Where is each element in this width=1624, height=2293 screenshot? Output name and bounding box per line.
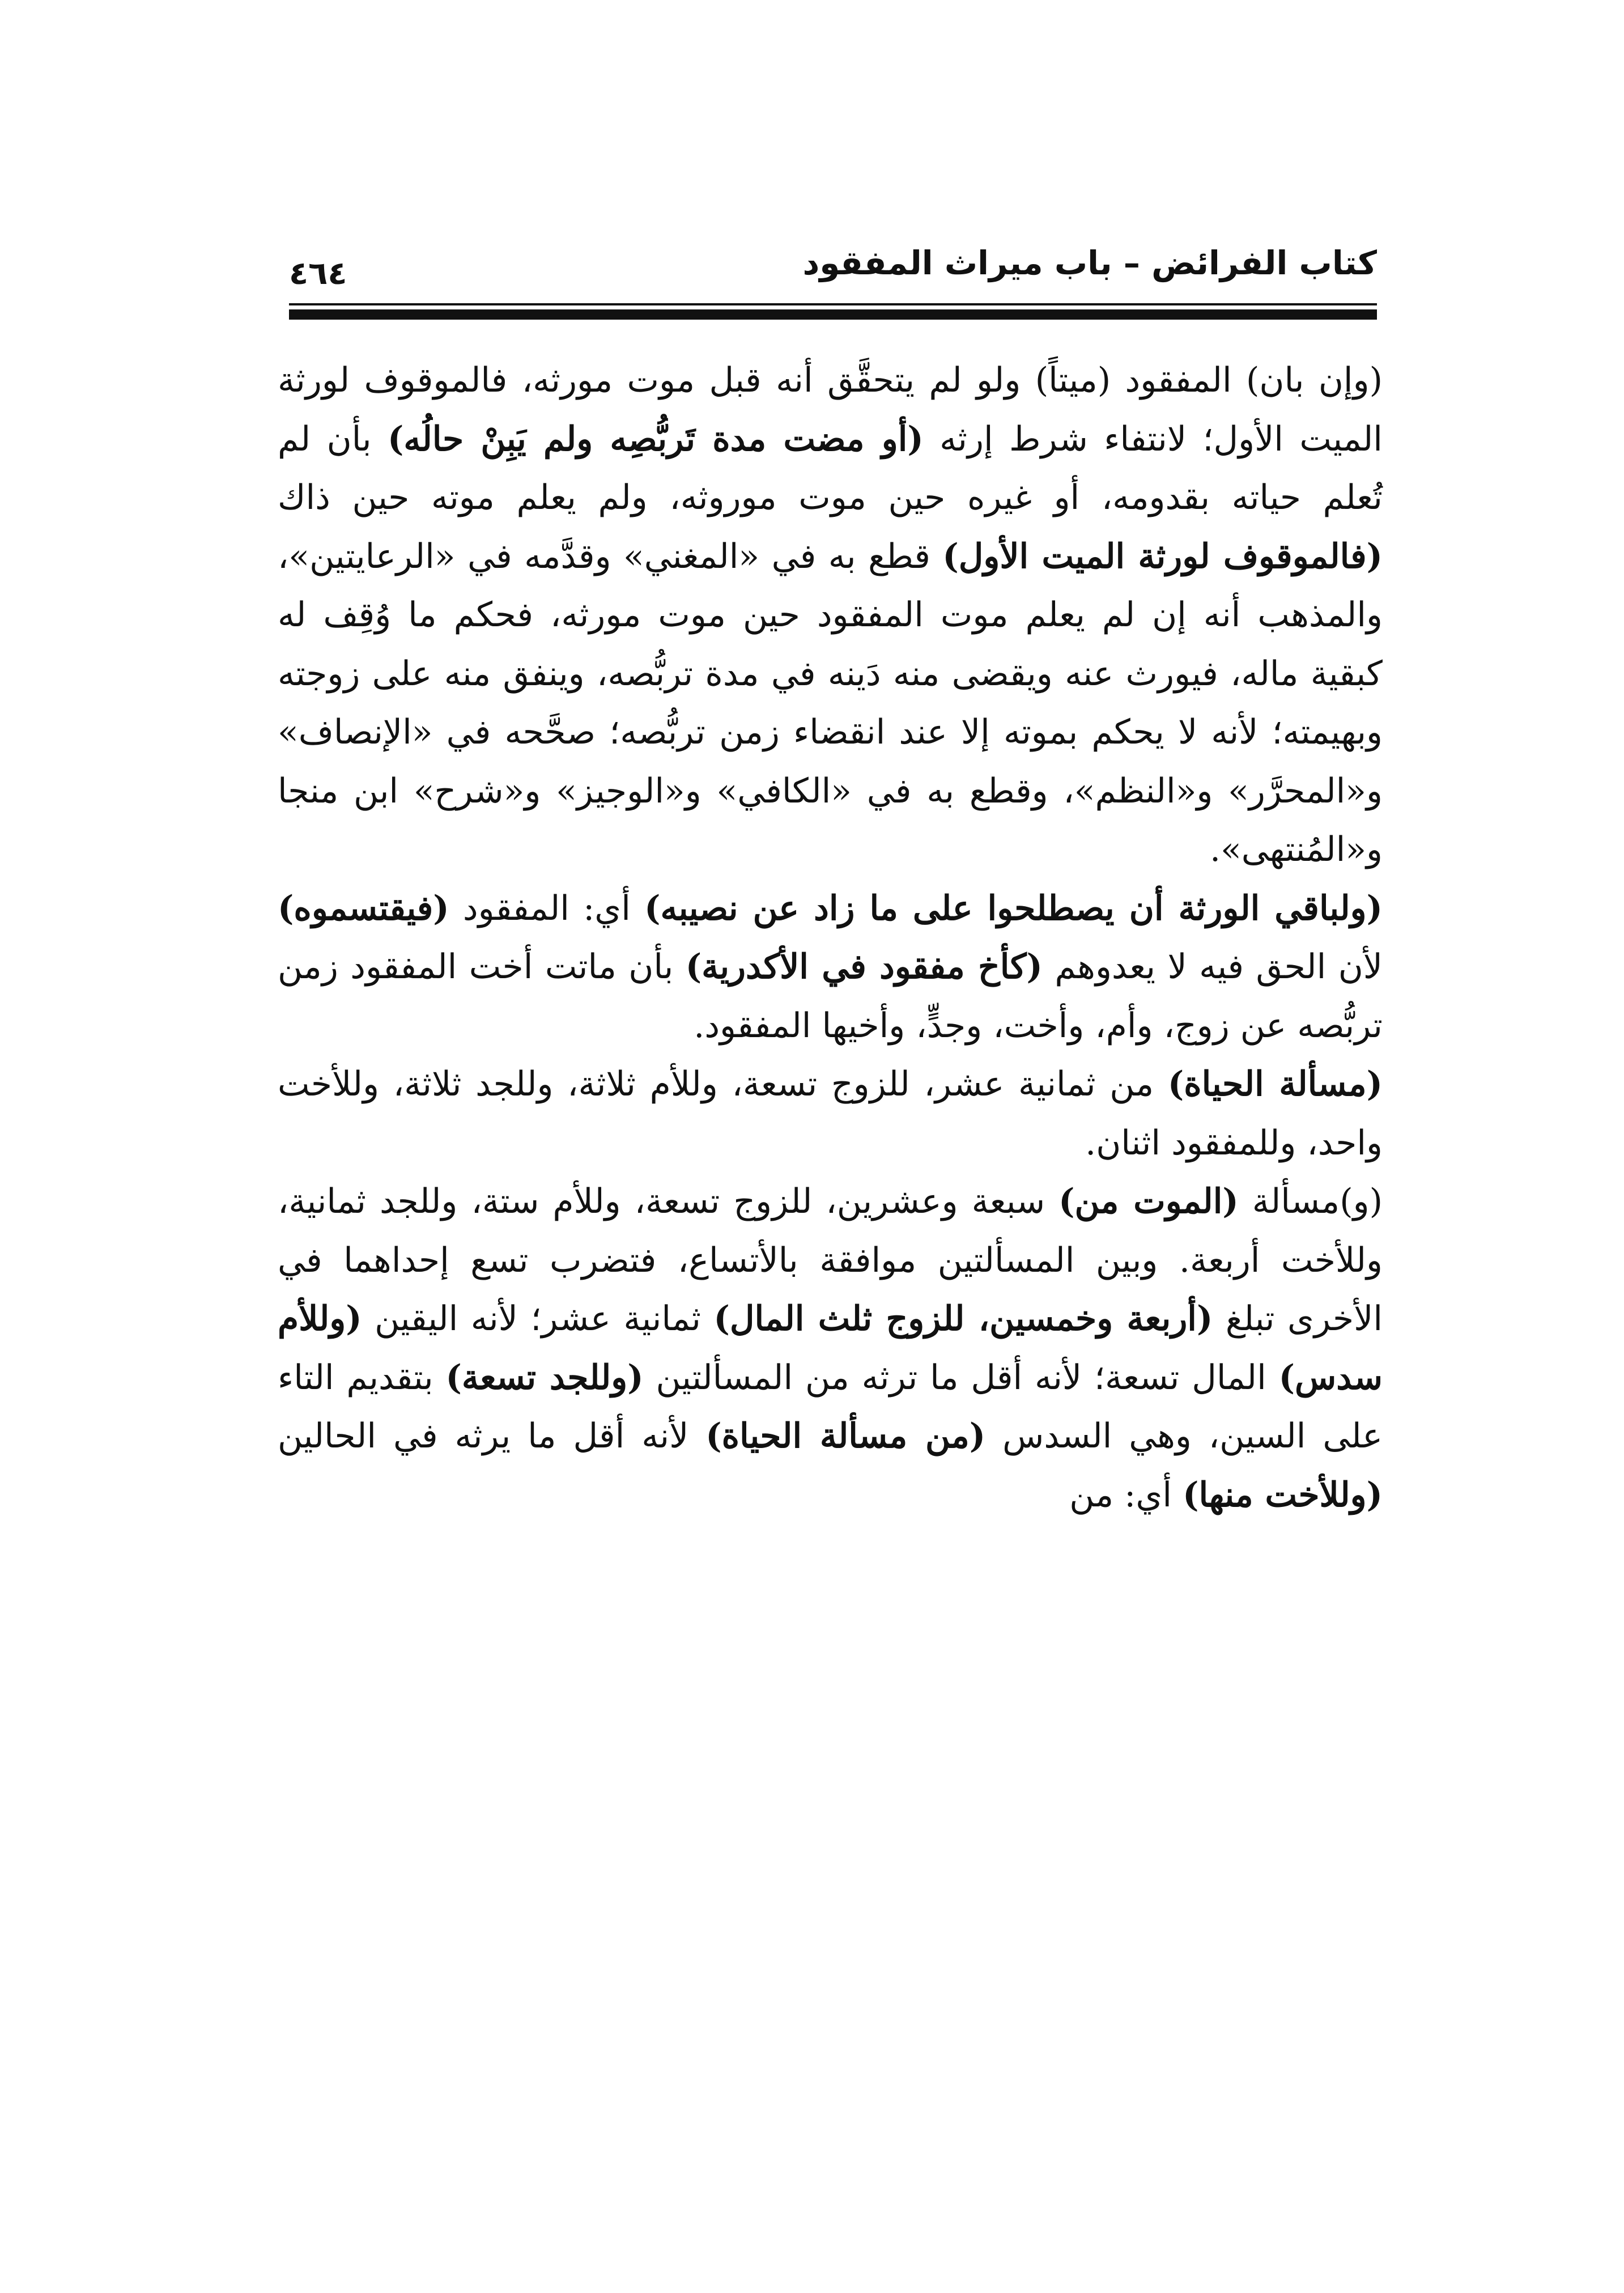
bold-segment: (كأخ مفقود في الأكدرية)	[685, 947, 1043, 987]
bold-segment: (الموت من)	[1058, 1182, 1239, 1221]
bold-segment: (فالموقوف لورثة الميت الأول)	[942, 536, 1383, 576]
paragraph-4	[278, 1173, 1383, 1525]
text-segment: ثمانية عشر؛ لأنه اليقين	[362, 1299, 714, 1339]
text-segment: أي: المفقود	[449, 888, 645, 928]
text-segment: لأن الحق فيه لا يعدوهم	[1042, 947, 1383, 987]
text-segment: أي: من	[1069, 1475, 1183, 1515]
header-rule-thick	[289, 309, 1377, 320]
text-segment: المال تسعة؛ لأنه أقل ما ترثه من المسألتين	[643, 1357, 1279, 1398]
header-rule-thin	[289, 303, 1377, 305]
bold-segment: (مسألة الحياة)	[1167, 1064, 1383, 1104]
bold-segment: (من مسألة الحياة)	[705, 1416, 986, 1456]
bold-segment: (وللجد تسعة)	[445, 1357, 644, 1398]
text-segment: بأن ماتت أخت المفقود زمن تربُّصه عن زوج، وأم، وأخت، وجدٍّ، وأخيها المفقود.	[278, 947, 1383, 1046]
text-segment: بتقديم التاء على السين، وهي السدس	[278, 1357, 1383, 1456]
paragraph-1	[278, 351, 1383, 880]
running-header	[289, 238, 1377, 300]
text-segment: (وإن بان) المفقود (ميتاً) ولو لم يتحقَّق أنه قبل موت مورثه، فالموقوف لورثة الميت الأول؛ لانتفاء شرط إرثه	[278, 360, 1383, 459]
bold-segment: (ولباقي الورثة أن يصطلحوا على ما زاد عن نصيبه)	[644, 888, 1383, 928]
page-number: ٤٦٤	[289, 255, 347, 292]
paragraph-2	[278, 880, 1383, 1056]
bold-segment: (وللأخت منها)	[1183, 1475, 1383, 1515]
bold-segment: (فيقتسموه)	[278, 888, 449, 928]
paragraph-3	[278, 1055, 1383, 1173]
bold-segment: (وللأم سدس)	[278, 1299, 1383, 1398]
text-segment: قطع به في «المغني» وقدَّمه في «الرعايتين»، والمذهب أنه إن لم يعلم موت المفقود حين موت مورثه، فحكم ما وُقِف له كبقية ماله، فيورث عنه ويقضى منه دَينه في مدة تربُّصه، وينفق منه على زوجته وبهيمته؛ لأنه لا يحكم بموته إلا عند انقضاء زمن تربُّصه؛ صحَّحه في «الإنصاف» و«المحرَّر» و«النظم»، وقطع به في «الكافي» و«الوجيز» و«شرح» ابن منجا و«المُنتهى».	[278, 536, 1383, 869]
bold-segment: (أو مضت مدة تَربُّصِه ولم يَبِنْ حالُه)	[387, 419, 924, 459]
text-segment: لأنه أقل ما يرثه في الحالين	[278, 1416, 706, 1456]
header-title: كتاب الفرائض – باب ميراث المفقود	[802, 244, 1377, 282]
bold-segment: (أربعة وخمسين، للزوج ثلث المال)	[713, 1299, 1213, 1339]
body-text	[278, 351, 1383, 1525]
text-segment: من ثمانية عشر، للزوج تسعة، وللأم ثلاثة، وللجد ثلاثة، وللأخت واحد، وللمفقود اثنان.	[278, 1064, 1383, 1163]
text-segment: بأن لم تُعلم حياته بقدومه، أو غيره حين موت موروثه، ولم يعلم موته حين ذاك	[278, 419, 1383, 517]
text-segment: سبعة وعشرين، للزوج تسعة، وللأم ستة، وللجد ثمانية، وللأخت أربعة. وبين المسألتين موافقة بالأتساع، فتضرب تسع إحداهما في الأخرى تبلغ	[278, 1182, 1383, 1339]
text-segment: (و)مسألة	[1238, 1182, 1383, 1221]
